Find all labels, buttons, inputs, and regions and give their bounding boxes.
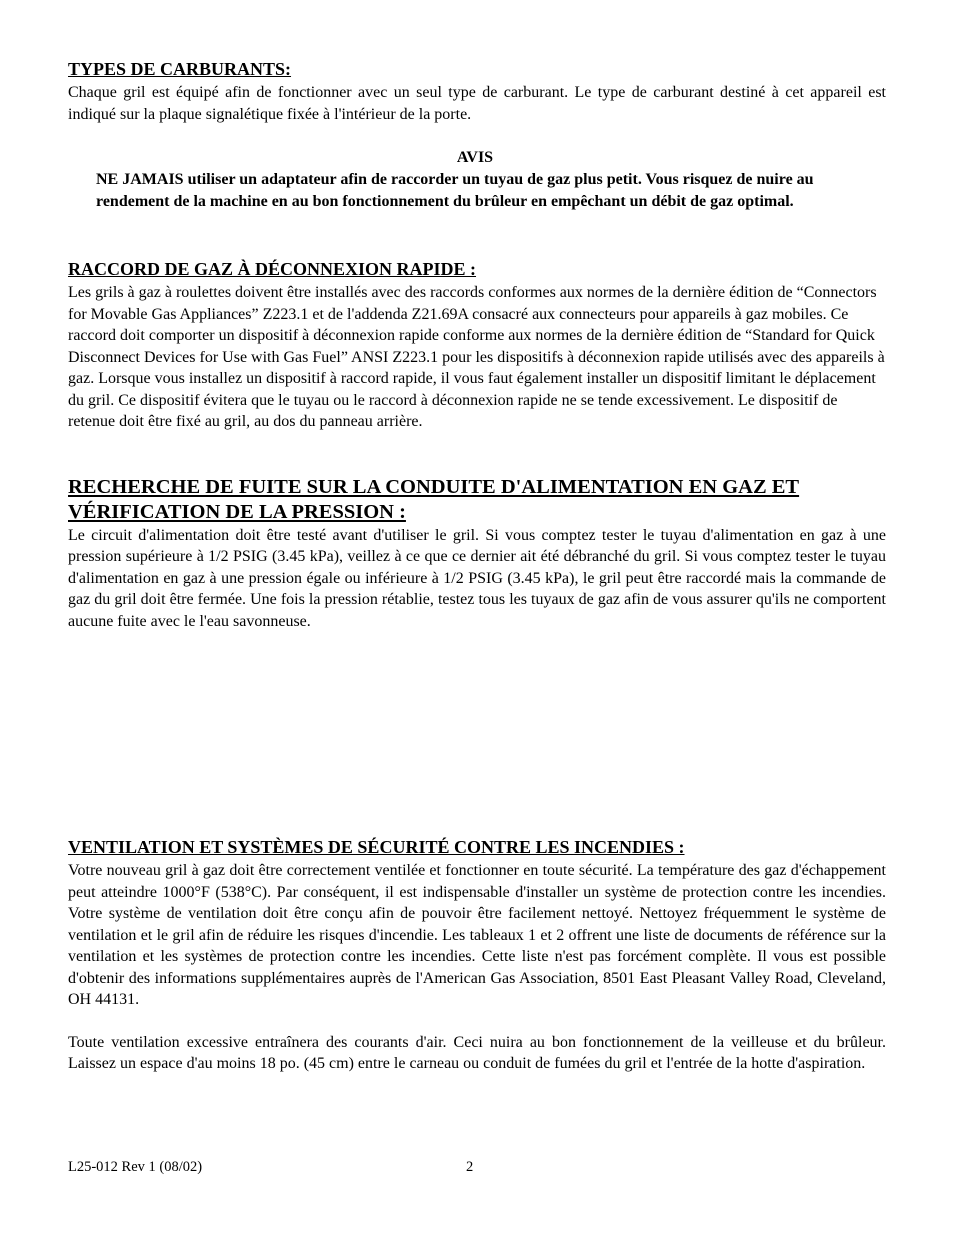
section-leak-test — [68, 475, 886, 633]
page-number: 2 — [466, 1159, 474, 1175]
section-title-ventilation: VENTILATION ET SYSTÈMES DE SÉCURITÉ CONTRE LES INCENDIES : — [68, 837, 685, 857]
section-title-quick-disconnect: RACCORD DE GAZ À DÉCONNEXION RAPIDE : — [68, 259, 477, 279]
notice-text: NE JAMAIS utiliser un adaptateur afin de raccorder un tuyau de gaz plus petit. Vous risquez de nuire au rendement de la machine en au bon fonctionnement du brûleur en empêchant un débit de gaz optimal. — [96, 171, 814, 210]
document-code: L25-012 Rev 1 (08/02) — [68, 1159, 203, 1175]
document-page — [68, 57, 886, 1075]
quick-disconnect-text: Les grils à gaz à roulettes doivent être installés avec des raccords conformes aux normes de la dernière édition de “Connectors for Movable Gas Appliances” Z223.1 et de l'addenda Z21.69A consacré aux connecteurs pour appareils à gaz mobiles. Ce raccord doit comporter un dispositif à déconnexion rapide conforme aux normes de la dernière édition de “Standard for Quick Disconnect Devices for Use with Gas Fuel” ANSI Z223.1 pour les dispositifs à déconnexion rapide utilisés avec des appareils à gaz. Lorsque vous installez un dispositif à raccord rapide, il vous faut également installer un dispositif limitant le déplacement du gril. Ce dispositif évitera que le tuyau ou le raccord à déconnexion rapide ne se tende excessivement. Le dispositif de retenue doit être fixé au gril, au dos du panneau arrière. — [68, 284, 885, 430]
section-ventilation — [68, 835, 886, 1075]
section-title-leak-test: RECHERCHE DE FUITE SUR LA CONDUITE D'ALIMENTATION EN GAZ ET VÉRIFICATION DE LA PRESSION : — [68, 475, 800, 523]
notice-box — [68, 147, 886, 213]
ventilation-text-1: Votre nouveau gril à gaz doit être correctement ventilée et fonctionner en toute sécurité. La température des gaz d'échappement peut atteindre 1000°F (538°C). Par conséquent, il est indispensable d'installer un système de protection contre les incendies. Votre système de ventilation doit être conçu afin de pouvoir être facilement nettoyé. Nettoyez fréquemment le système de ventilation et le gril afin de réduire les risques d'incendie. Les tableaux 1 et 2 offrent une liste de documents de référence sur la ventilation et les systèmes de protection contre les incendies. Cette liste n'est pas forcément complète. Il vous est possible d'obtenir des informations supplémentaires auprès de l'American Gas Association, 8501 East Pleasant Valley Road, Cleveland, OH 44131. — [68, 862, 886, 1008]
section-quick-disconnect — [68, 257, 886, 433]
notice-title: AVIS — [456, 149, 494, 166]
section-title-fuel-types: TYPES DE CARBURANTS: — [68, 59, 292, 79]
ventilation-text-2: Toute ventilation excessive entraînera des courants d'air. Ceci nuira au bon fonctionnement de la veilleuse et du brûleur. Laissez un espace d'au moins 18 po. (45 cm) entre le carneau ou conduit de fumées du gril et l'entrée de la hotte d'aspiration. — [68, 1033, 886, 1072]
section-fuel-types — [68, 57, 886, 125]
fuel-types-text: Chaque gril est équipé afin de fonctionner avec un seul type de carburant. Le type de carburant destiné à cet appareil est indiqué sur la plaque signalétique fixée à l'intérieur de la porte. — [68, 84, 886, 123]
leak-test-text: Le circuit d'alimentation doit être testé avant d'utiliser le gril. Si vous comptez tester le tuyau d'alimentation en gaz à une pression supérieure à 1/2 PSIG (3.45 kPa), veillez à ce que ce dernier ait été débranché du gril. Si vous comptez tester le tuyau d'alimentation en gaz à une pression égale ou inférieure à 1/2 PSIG (3.45 kPa), le gril peut être raccordé mais la commande de gaz du gril doit être fermée. Une fois la pression rétablie, testez tous les tuyaux de gaz afin de vous assurer qu'ils ne comportent aucune fuite avec le l'eau savonneuse. — [68, 526, 886, 630]
